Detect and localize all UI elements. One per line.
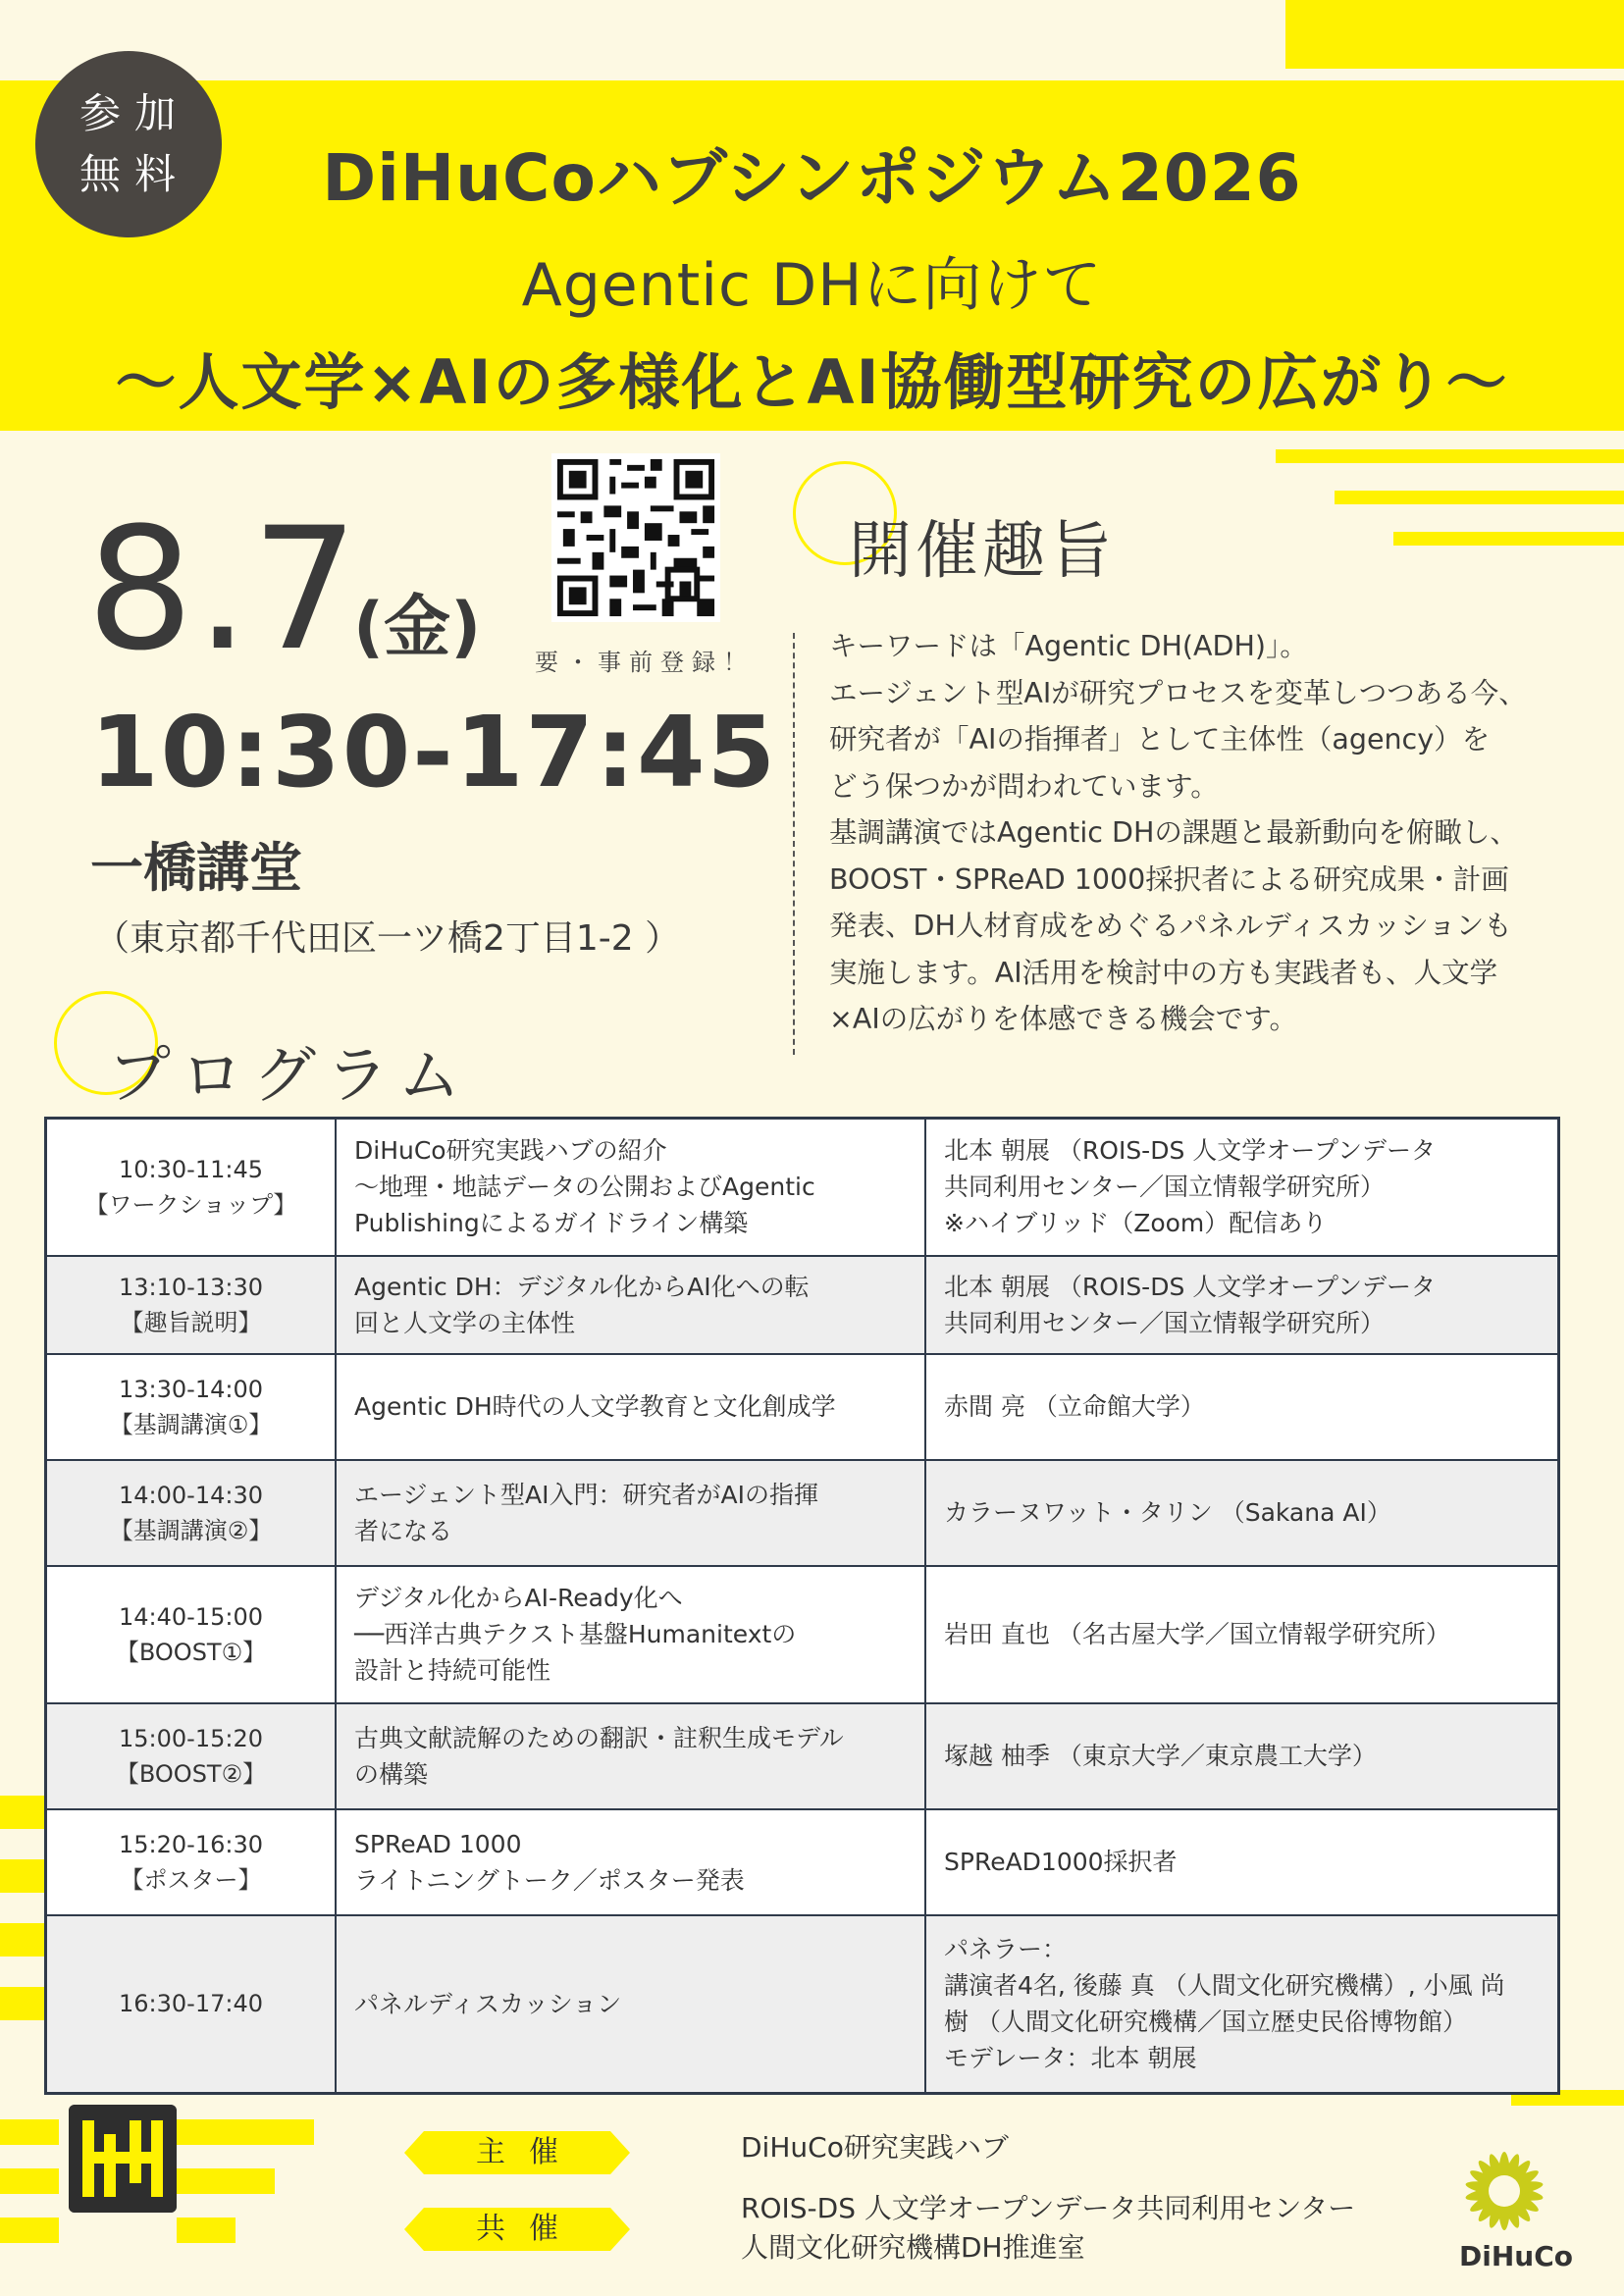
session-topic-line: ──西洋古典テクスト基盤Humanitextの [354, 1620, 797, 1648]
purpose-heading: 開催趣旨 [849, 515, 1116, 588]
program-row [46, 1703, 1559, 1809]
program-time-cell [46, 1566, 337, 1703]
program-time-cell [46, 1703, 337, 1809]
purpose-line: エージェント型AIが研究プロセスを変革しつつある今、 [829, 676, 1527, 709]
session-speaker-line: モデレータ：北本 朝展 [944, 2044, 1197, 2073]
symposium-title: DiHuCoハブシンポジウム2026 [322, 140, 1302, 216]
session-speaker-line: 樹 （人間文化研究機構／国立歴史民俗博物館） [944, 2008, 1467, 2037]
session-speaker-line: 岩田 直也 （名古屋大学／国立情報学研究所） [944, 1620, 1450, 1648]
stripe-decoration [1276, 449, 1624, 463]
session-speaker-line: 北本 朝展 （ROIS-DS 人文学オープンデータ [944, 1272, 1437, 1301]
purpose-line: 研究者が「AIの指揮者」として主体性（agency）を [829, 723, 1491, 756]
cohost-name-1: ROIS-DS 人文学オープンデータ共同利用センター [741, 2192, 1356, 2224]
event-date: 8.7 [86, 491, 361, 688]
host-label: 主催 [424, 2131, 610, 2174]
session-time: 15:00-15:20 [119, 1724, 263, 1752]
session-speaker-line: ※ハイブリッド（Zoom）配信あり [944, 1209, 1328, 1238]
program-speaker-cell [925, 1119, 1559, 1256]
program-row [46, 1809, 1559, 1915]
session-topic-line: 設計と持続可能性 [354, 1656, 551, 1685]
stripe-decoration [0, 2218, 59, 2243]
program-time-cell [46, 1915, 337, 2094]
session-speaker-line: 北本 朝展 （ROIS-DS 人文学オープンデータ [944, 1136, 1437, 1166]
session-time: 10:30-11:45 [119, 1155, 263, 1183]
free-admission-badge [35, 51, 222, 237]
session-topic-line: DiHuCo研究実践ハブの紹介 [354, 1136, 667, 1166]
session-speaker-line: カラーヌワット・タリン （Sakana AI） [944, 1498, 1391, 1527]
purpose-text [829, 623, 1595, 1043]
session-time: 16:30-17:40 [119, 1990, 263, 2018]
session-speaker-line: 赤間 亮 （立命館大学） [944, 1392, 1205, 1421]
event-address: （東京都千代田区一ツ橋2丁目1-2 ） [94, 918, 681, 959]
session-type: 【基調講演②】 [109, 1516, 273, 1544]
program-time-cell [46, 1354, 337, 1460]
session-type: 【ポスター】 [120, 1865, 262, 1894]
program-time-cell [46, 1460, 337, 1566]
label-arrow-decoration [610, 2131, 630, 2174]
program-topic-cell [336, 1119, 925, 1256]
cohost-label: 共催 [424, 2208, 610, 2251]
program-topic-cell [336, 1809, 925, 1915]
symposium-theme: 〜人文学×AIの多様化とAI協働型研究の広がり〜 [115, 346, 1509, 418]
program-topic-cell [336, 1256, 925, 1354]
host-name: DiHuCo研究実践ハブ [741, 2131, 1009, 2164]
program-topic-cell [336, 1460, 925, 1566]
session-topic-line: の構築 [354, 1759, 429, 1789]
purpose-line: 発表、DH人材育成をめぐるパネルディスカッションも [829, 910, 1512, 942]
label-arrow-decoration [404, 2208, 424, 2251]
session-time: 13:10-13:30 [119, 1273, 263, 1301]
stripe-decoration [1393, 532, 1624, 546]
event-weekday: (金) [353, 589, 482, 666]
session-time: 14:00-14:30 [119, 1481, 263, 1509]
registration-qr-code[interactable] [551, 453, 720, 622]
stripe-decoration [177, 2168, 275, 2194]
badge-line2: 無料 [79, 150, 189, 198]
program-row [46, 1460, 1559, 1566]
purpose-line: キーワードは「Agentic DH(ADH)」。 [829, 630, 1308, 662]
session-topic-line: パネルディスカッション [354, 1989, 622, 2018]
symposium-subtitle: Agentic DHに向けて [521, 251, 1103, 320]
session-time: 14:40-15:00 [119, 1602, 263, 1631]
session-speaker-line: 共同利用センター／国立情報学研究所） [944, 1308, 1386, 1337]
dihuco-logo-text: DiHuCo [1459, 2240, 1573, 2272]
session-topic-line: Agentic DH：デジタル化からAI化への転 [354, 1272, 810, 1301]
event-time: 10:30-17:45 [90, 695, 778, 809]
session-time: 15:20-16:30 [119, 1830, 263, 1858]
program-topic-cell [336, 1915, 925, 2094]
stripe-decoration [1335, 491, 1624, 504]
session-topic-line: 古典文献読解のための翻訳・註釈生成モデル [354, 1723, 844, 1752]
session-topic-line: SPReAD 1000 [354, 1829, 522, 1858]
session-topic-line: デジタル化からAI-Ready化へ [354, 1584, 683, 1612]
registration-note: 要・事前登録！ [535, 649, 755, 676]
event-venue: 一橋講堂 [90, 837, 302, 899]
hub-logo-icon [69, 2105, 177, 2213]
session-topic-line: 〜地理・地誌データの公開およびAgentic [354, 1173, 815, 1202]
program-topic-cell [336, 1703, 925, 1809]
session-time: 13:30-14:00 [119, 1375, 263, 1403]
program-row [46, 1566, 1559, 1703]
program-speaker-cell [925, 1354, 1559, 1460]
stripe-decoration [177, 2119, 314, 2145]
stripe-decoration [0, 1796, 47, 1829]
session-type: 【趣旨説明】 [120, 1308, 262, 1336]
session-topic-line: エージェント型AI入門：研究者がAIの指揮 [354, 1480, 818, 1509]
cohost-name-2: 人間文化研究機構DH推進室 [741, 2231, 1085, 2264]
dihuco-flower-logo-icon [1441, 2124, 1568, 2242]
session-speaker-line: 講演者4名, 後藤 真 （人間文化研究機構）, 小風 尚 [944, 1971, 1505, 2001]
program-speaker-cell [925, 1809, 1559, 1915]
program-time-cell [46, 1119, 337, 1256]
purpose-line: 基調講演ではAgentic DHの課題と最新動向を俯瞰し、 [829, 816, 1518, 849]
program-speaker-cell [925, 1566, 1559, 1703]
program-speaker-cell [925, 1915, 1559, 2094]
label-arrow-decoration [610, 2208, 630, 2251]
program-heading: プログラム [108, 1040, 471, 1113]
badge-line1: 参加 [79, 89, 189, 137]
program-speaker-cell [925, 1256, 1559, 1354]
stripe-decoration [1374, 29, 1624, 51]
program-row [46, 1354, 1559, 1460]
session-topic-line: ライトニングトーク／ポスター発表 [354, 1865, 745, 1895]
purpose-line: 実施します。AI活用を検討中の方も実践者も、人文学 [829, 956, 1498, 989]
session-speaker-line: 共同利用センター／国立情報学研究所） [944, 1173, 1386, 1202]
session-speaker-line: パネラー： [944, 1935, 1068, 1964]
session-speaker-line: SPReAD1000採択者 [944, 1848, 1178, 1876]
stripe-decoration [0, 1987, 47, 2020]
session-type: 【ワークショップ】 [84, 1190, 297, 1219]
session-type: 【BOOST②】 [115, 1759, 267, 1788]
program-time-cell [46, 1809, 337, 1915]
session-speaker-line: 塚越 柚季 （東京大学／東京農工大学） [944, 1742, 1377, 1770]
purpose-line: ×AIの広がりを体感できる機会です。 [829, 1003, 1298, 1035]
session-type: 【基調講演①】 [109, 1410, 273, 1438]
program-row [46, 1256, 1559, 1354]
program-topic-cell [336, 1354, 925, 1460]
program-speaker-cell [925, 1703, 1559, 1809]
stripe-decoration [0, 2119, 59, 2145]
session-type: 【BOOST①】 [115, 1638, 267, 1666]
program-row [46, 1915, 1559, 2094]
purpose-divider [793, 633, 795, 1055]
purpose-line: BOOST・SPReAD 1000採択者による研究成果・計画 [829, 862, 1509, 896]
program-topic-cell [336, 1566, 925, 1703]
program-speaker-cell [925, 1460, 1559, 1566]
program-time-cell [46, 1256, 337, 1354]
stripe-decoration [0, 2168, 59, 2194]
stripe-decoration [177, 2218, 236, 2243]
stripe-decoration [0, 1923, 47, 1957]
session-topic-line: Publishingによるガイドライン構築 [354, 1209, 749, 1238]
purpose-line: どう保つかが問われています。 [829, 769, 1219, 803]
label-arrow-decoration [404, 2131, 424, 2174]
program-row [46, 1119, 1559, 1256]
session-topic-line: Agentic DH時代の人文学教育と文化創成学 [354, 1392, 836, 1421]
stripe-decoration [0, 1859, 47, 1893]
session-topic-line: 回と人文学の主体性 [354, 1308, 576, 1337]
session-topic-line: 者になる [354, 1516, 453, 1545]
program-table [44, 1117, 1560, 2095]
